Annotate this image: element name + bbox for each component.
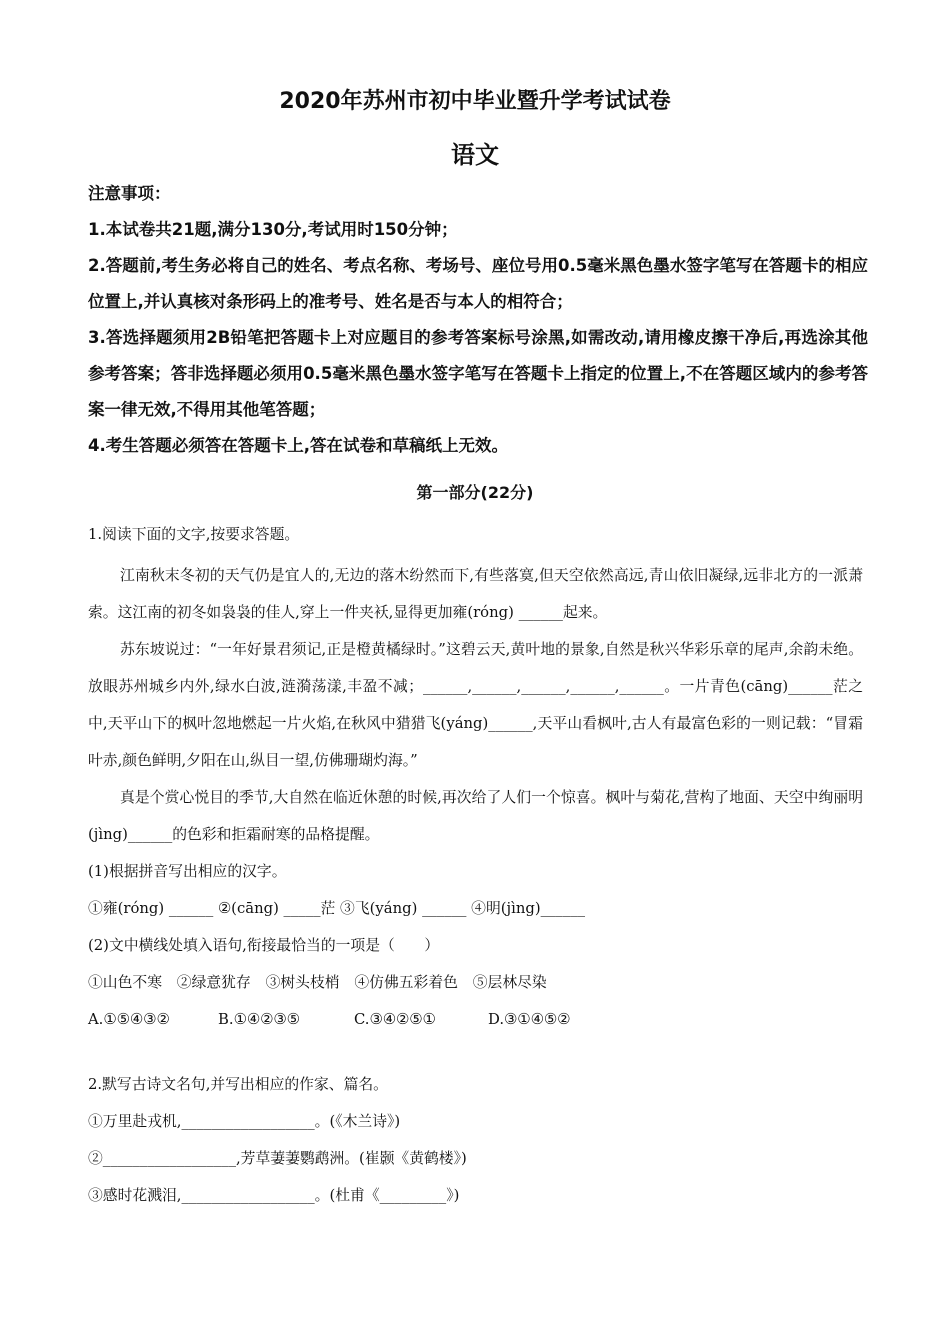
sub-question: (2)文中横线处填入语句,衔接最恰当的一项是（ ） [88, 937, 440, 954]
notice-item: 4.考生答题必须答在答题卡上,答在试卷和草稿纸上无效。 [88, 436, 509, 455]
question-1 [88, 516, 863, 1038]
passage-paragraph: 真是个赏心悦目的季节,大自然在临近休憩的时候,再次给了人们一个惊喜。枫叶与菊花,营构了地面、天空中绚丽明(jìng)______的色彩和拒霜耐寒的品格提醒。 [88, 789, 863, 843]
question-2 [88, 1066, 863, 1214]
exam-title: 2020年苏州市初中毕业暨升学考试试卷 [279, 89, 671, 114]
question-stem: 2.默写古诗文名句,并写出相应的作家、篇名。 [88, 1076, 388, 1093]
notice-heading: 注意事项： [88, 184, 171, 203]
choice-a: A.①⑤④③② [88, 1011, 170, 1028]
choice-c: C.③④②⑤① [354, 1011, 436, 1028]
passage-paragraph: 苏东坡说过：“一年好景君须记,正是橙黄橘绿时。”这碧云天,黄叶地的景象,自然是秋兴华彩乐章的尾声,余韵未绝。放眼苏州城乡内外,绿水白波,涟漪荡漾,丰盈不减；______,______,______,______,______。一片青色(cāng)______茫之中,天平山下的枫叶忽地燃起一片火焰,在秋风中猎猎飞(yáng)______,天平山看枫叶,古人有最富色彩的一则记载：“冒霜叶赤,颜色鲜明,夕阳在山,纵目一望,仿佛珊瑚灼海。” [88, 641, 863, 769]
option-items: ①山色不寒 ②绿意犹存 ③树头枝梢 ④仿佛五彩着色 ⑤层林尽染 [88, 974, 547, 991]
notice-section [88, 176, 868, 464]
choice-d: D.③①④⑤② [488, 1011, 571, 1028]
recitation-line: ②__________________,芳草萋萋鹦鹉洲。(崔颢《黄鹤楼》) [88, 1150, 467, 1167]
passage-paragraph: 江南秋末冬初的天气仍是宜人的,无边的落木纷然而下,有些落寞,但天空依然高远,青山依旧凝绿,远非北方的一派萧索。这江南的初冬如袅袅的佳人,穿上一件夹袄,显得更加雍(róng) ______起来。 [88, 567, 863, 621]
notice-item: 3.答选择题须用2B铅笔把答题卡上对应题目的参考答案标号涂黑,如需改动,请用橡皮擦干净后,再选涂其他参考答案；答非选择题必须用0.5毫米黑色墨水签字笔写在答题卡上指定的位置上,不在答题区域内的参考答案一律无效,不得用其他笔答题； [88, 328, 868, 419]
part-heading: 第一部分(22分) [416, 483, 534, 502]
question-stem: 1.阅读下面的文字,按要求答题。 [88, 526, 300, 543]
recitation-line: ③感时花溅泪,__________________。(杜甫《_________》) [88, 1187, 460, 1204]
answer-choices [88, 1001, 863, 1038]
notice-item: 2.答题前,考生务必将自己的姓名、考点名称、考场号、座位号用0.5毫米黑色墨水签字笔写在答题卡的相应位置上,并认真核对条形码上的准考号、姓名是否与本人的相符合； [88, 256, 868, 311]
choice-b: B.①④②③⑤ [218, 1011, 300, 1028]
pinyin-answer-line: ①雍(róng) ______ ②(cāng) _____茫 ③飞(yáng) ______ ④明(jìng)______ [88, 900, 586, 917]
notice-item: 1.本试卷共21题,满分130分,考试用时150分钟； [88, 220, 458, 239]
recitation-line: ①万里赴戎机,__________________。(《木兰诗》) [88, 1113, 401, 1130]
subject-title: 语文 [451, 141, 499, 169]
sub-question: (1)根据拼音写出相应的汉字。 [88, 863, 287, 880]
